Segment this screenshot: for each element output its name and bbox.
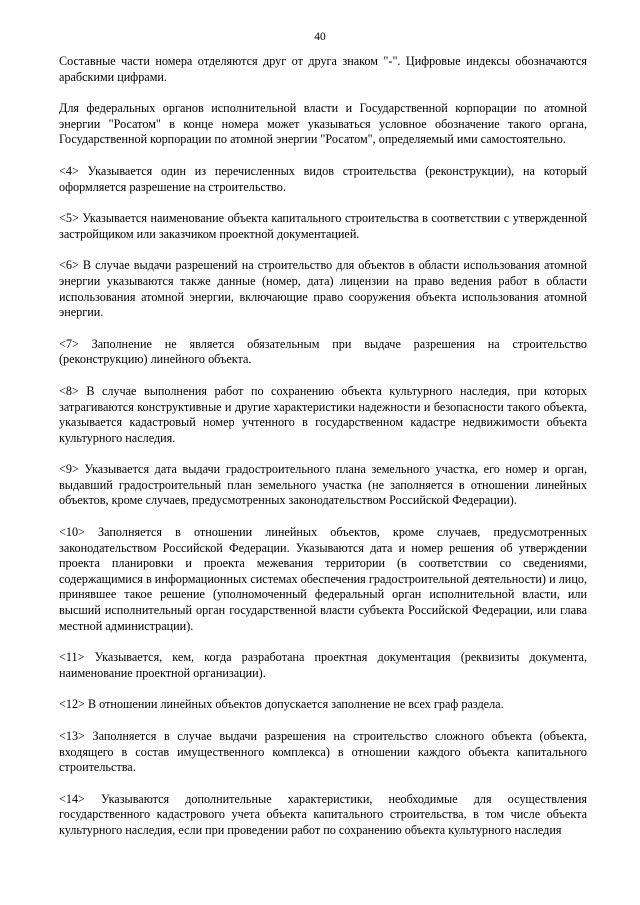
- footnote-7: <7> Заполнение не является обязательным при выдаче разрешения на строительство (реконструкцию) линейного объекта.: [59, 336, 587, 367]
- paragraph-numbering-separators: Составные части номера отделяются друг от друга знаком "-". Цифровые индексы обозначаются арабскими цифрами.: [59, 54, 587, 84]
- footnote-9: <9> Указывается дата выдачи градостроительного плана земельного участка, его номер и орган, выдавший градостроительный план земельного участка (не заполняется в отношении линейных объектов, кроме случаев, предусмотренных законодательством Российской Федерации).: [59, 462, 587, 508]
- footnote-11: <11> Указывается, кем, когда разработана проектная документация (реквизиты документа, наименование проектной организации).: [59, 650, 587, 680]
- paragraph-rosatom-designation: Для федеральных органов исполнительной власти и Государственной корпорации по атомной энергии "Росатом" в конце номера может указываться условное обозначение такого органа, Государственной корпорации по атомной энергии "Росатом", определяемый ими самостоятельно.: [59, 101, 587, 147]
- footnote-5: <5> Указывается наименование объекта капитального строительства в соответствии с утвержденной застройщиком или заказчиком проектной документацией.: [59, 211, 587, 241]
- footnote-13: <13> Заполняется в случае выдачи разрешения на строительство сложного объекта (объекта, входящего в состав имущественного комплекса) в отношении каждого объекта капитального строительства.: [59, 729, 587, 775]
- page-number: 40: [314, 31, 326, 43]
- document-body: [59, 54, 587, 855]
- footnote-4: <4> Указывается один из перечисленных видов строительства (реконструкции), на который оформляется разрешение на строительство.: [59, 163, 587, 194]
- footnote-12: <12> В отношении линейных объектов допускается заполнение не всех граф раздела.: [59, 697, 504, 712]
- footnote-10: <10> Заполняется в отношении линейных объектов, кроме случаев, предусмотренных законодательством Российской Федерации. Указываются дата и номер решения об утверждении проекта планировки и проекта межевания территории (в соответствии со сведениями, содержащимися в информационных системах обеспечения градостроительной деятельности) и лицо, принявшее такое решение (уполномоченный федеральный орган исполнительной власти, или высший исполнительный орган государственной власти субъекта Российской Федерации, или глава местной администрации).: [59, 525, 587, 633]
- footnote-14: <14> Указываются дополнительные характеристики, необходимые для осуществления государственного кадастрового учета объекта капитального строительства, в том числе объекта культурного наследия, если при проведении работ по сохранению объекта культурного наследия: [59, 791, 587, 837]
- footnote-6: <6> В случае выдачи разрешений на строительство для объектов в области использования атомной энергии указываются также данные (номер, дата) лицензии на право ведения работ в области использования атомной энергии, включающие право сооружения объекта использования атомной энергии.: [59, 258, 587, 320]
- footnote-8: <8> В случае выполнения работ по сохранению объекта культурного наследия, при которых затрагиваются конструктивные и другие характеристики надежности и безопасности такого объекта, указывается кадастровый номер учтенного в государственном кадастре недвижимости объекта культурного наследия.: [59, 383, 587, 445]
